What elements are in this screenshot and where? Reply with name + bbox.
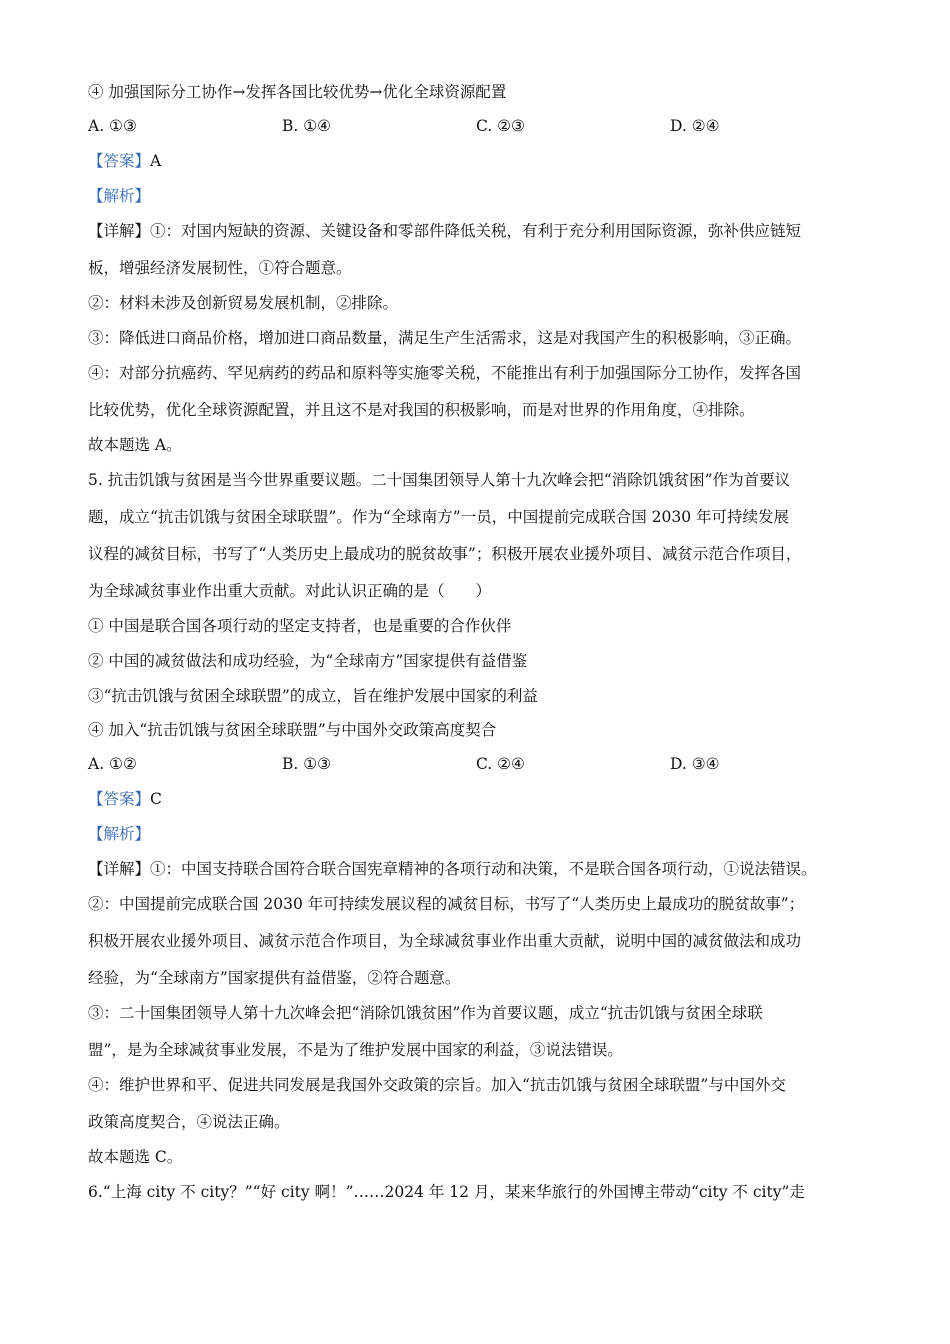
q5-option-c: C. ②④: [476, 755, 525, 773]
q4-answer: [88, 151, 161, 171]
q5-option-b: B. ①③: [282, 755, 332, 773]
answer-tag: 【答案】: [88, 152, 151, 170]
q4-detail-line: 比较优势，优化全球资源配置，并且这不是对我国的积极影响，而是对世界的作用角度，④排除。: [88, 401, 755, 419]
q4-detail-line: ④：对部分抗癌药、罕见病药的药品和原料等实施零关税，不能推出有利于加强国际分工协作，发挥各国: [88, 364, 802, 382]
q6-stem-line: 6.“上海 city 不 city？”“好 city 啊！”……2024 年 12 月，某来华旅行的外国博主带动“city 不 city”走: [88, 1183, 805, 1201]
q5-answer: [88, 789, 162, 809]
q5-stem-line: 议程的减贫目标，书写了“人类历史上最成功的脱贫故事”；积极开展农业援外项目、减贫示范合作项目，: [88, 545, 802, 563]
q4-item-4: ④ 加强国际分工协作→发挥各国比较优势→优化全球资源配置: [88, 83, 507, 101]
q5-item-3: ③“抗击饥饿与贫困全球联盟”的成立，旨在维护发展中国家的利益: [88, 687, 538, 705]
q5-option-d: D. ③④: [670, 755, 720, 773]
q5-detail-line: ③：二十国集团领导人第十九次峰会把“消除饥饿贫困”作为首要议题，成立“抗击饥饿与贫困全球联: [88, 1004, 763, 1022]
answer-value: C: [150, 790, 162, 808]
q5-stem-line: 5. 抗击饥饿与贫困是当今世界重要议题。二十国集团领导人第十九次峰会把“消除饥饿贫困”作为首要议: [88, 471, 791, 489]
q4-detail-line: ②：材料未涉及创新贸易发展机制，②排除。: [88, 294, 399, 312]
q5-detail-line: 积极开展农业援外项目、减贫示范合作项目，为全球减贫事业作出重大贡献，说明中国的减贫做法和成功: [88, 932, 802, 950]
detail-text: ①：中国支持联合国符合联合国宪章精神的各项行动和决策，不是联合国各项行动，①说法错误。: [150, 860, 817, 878]
answer-tag: 【答案】: [88, 790, 151, 808]
answer-value: A: [150, 152, 162, 170]
q5-detail-line: ④：维护世界和平、促进共同发展是我国外交政策的宗旨。加入“抗击饥饿与贫困全球联盟”与中国外交: [88, 1076, 786, 1094]
q5-item-2: ② 中国的减贫做法和成功经验，为“全球南方”国家提供有益借鉴: [88, 652, 528, 670]
q5-detail-line: 盟”，是为全球减贫事业发展，不是为了维护发展中国家的利益，③说法错误。: [88, 1041, 623, 1059]
q5-conclusion: 故本题选 C。: [88, 1148, 183, 1166]
q4-option-b: B. ①④: [282, 117, 332, 135]
q4-option-a: A. ①③: [88, 117, 137, 135]
q5-item-1: ① 中国是联合国各项行动的坚定支持者，也是重要的合作伙伴: [88, 617, 512, 635]
q5-item-4: ④ 加入“抗击饥饿与贫困全球联盟”与中国外交政策高度契合: [88, 721, 497, 739]
detail-tag: 【详解】: [88, 222, 151, 240]
q5-detail-line: 政策高度契合，④说法正确。: [88, 1113, 290, 1131]
q4-conclusion: 故本题选 A。: [88, 436, 182, 454]
q4-option-d: D. ②④: [670, 117, 720, 135]
q5-option-a: A. ①②: [88, 755, 137, 773]
q5-detail-line: 经验，为“全球南方”国家提供有益借鉴，②符合题意。: [88, 969, 461, 987]
q4-option-c: C. ②③: [476, 117, 525, 135]
q5-stem-line: 题，成立“抗击饥饿与贫困全球联盟”。作为“全球南方”一员，中国提前完成联合国 2030 年可持续发展: [88, 508, 789, 526]
q4-detail-line: 板，增强经济发展韧性，①符合题意。: [88, 259, 352, 277]
detail-text: ①：对国内短缺的资源、关键设备和零部件降低关税，有利于充分利用国际资源，弥补供应链短: [150, 222, 802, 240]
q4-detail-line: [88, 221, 801, 241]
q5-detail-line: ②：中国提前完成联合国 2030 年可持续发展议程的减贫目标，书写了“人类历史上最成功的脱贫故事”；: [88, 895, 805, 913]
q5-stem-line: 为全球减贫事业作出重大贡献。对此认识正确的是（ ）: [88, 582, 492, 600]
detail-tag: 【详解】: [88, 860, 151, 878]
q4-detail-line: ③：降低进口商品价格，增加进口商品数量，满足生产生活需求，这是对我国产生的积极影响，③正确。: [88, 329, 802, 347]
q4-analysis-tag: 【解析】: [88, 187, 151, 205]
q5-detail-line: [88, 859, 817, 879]
q5-analysis-tag: 【解析】: [88, 825, 151, 843]
